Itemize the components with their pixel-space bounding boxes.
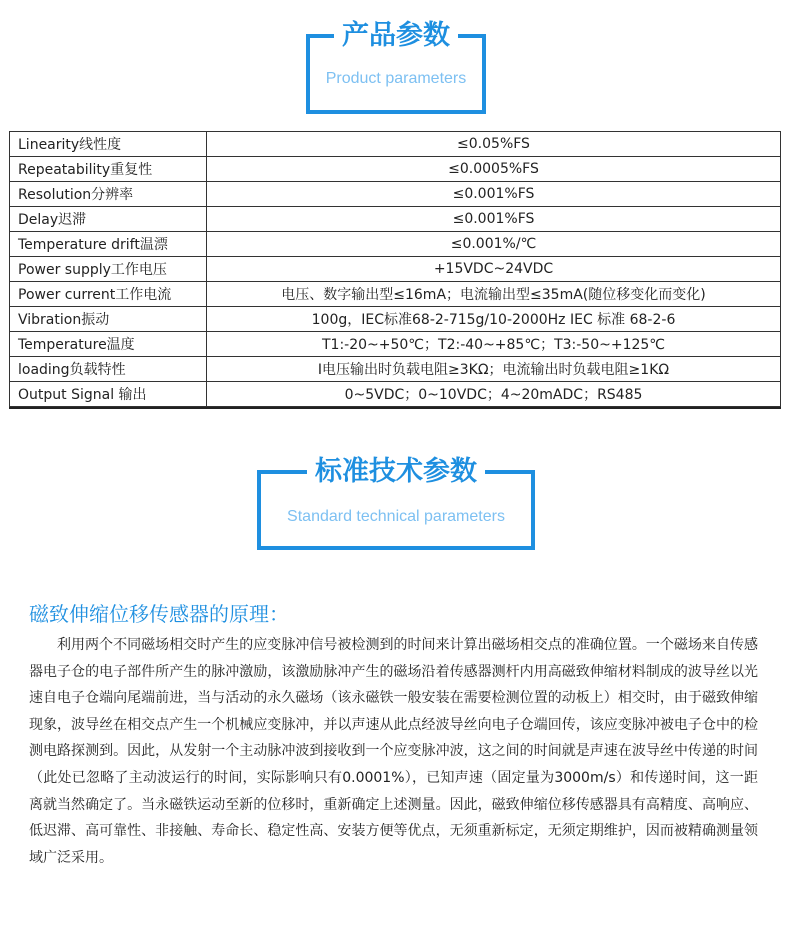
param-value: 100g，IEC标准68-2-715g/10-2000Hz IEC 标准 68-2-6 xyxy=(207,307,781,332)
param-value: 0~5VDC；0~10VDC；4~20mADC；RS485 xyxy=(207,382,781,407)
table-row xyxy=(10,157,781,182)
param-label: Temperature drift温漂 xyxy=(10,232,207,257)
principle-body: 利用两个不同磁场相交时产生的应变脉冲信号被检测到的时间来计算出磁场相交点的准确位置。一个磁场来自传感器电子仓的电子部件所产生的脉冲激励，该激励脉冲产生的磁场沿着传感器测杆内用高磁致伸缩材料制成的波导丝以光速自电子仓端向尾端前进，当与活动的永久磁场（该永磁铁一般安装在需要检测位置的动板上）相交时，由于磁致伸缩现象，波导丝在相交点产生一个机械应变脉冲，并以声速从此点经波导丝向电子仓端回传，该应变脉冲被电子仓中的检测电路探测到。因此，从发射一个主动脉冲波到接收到一个应变脉冲波，这之间的时间就是声速在波导丝中传递的时间（此处已忽略了主动波运行的时间，实际影响只有0.0001%），已知声速（固定量为3000m/s）和传递时间，这一距离就当然确定了。当永磁铁运动至新的位移时，重新确定上述测量。因此，磁致伸缩位移传感器具有高精度、高响应、低迟滞、高可靠性、非接触、寿命长、稳定性高、安装方便等优点，无须重新标定，无须定期维护，因而被精确测量领域广泛采用。 xyxy=(29,637,758,866)
param-value: ≤0.0005%FS xyxy=(207,157,781,182)
standard-technical-parameters-header xyxy=(257,456,535,550)
param-label: Output Signal 输出 xyxy=(10,382,207,407)
param-label: Vibration振动 xyxy=(10,307,207,332)
param-label: Delay迟滞 xyxy=(10,207,207,232)
param-value: +15VDC~24VDC xyxy=(207,257,781,282)
table-row xyxy=(10,357,781,382)
parameters-table xyxy=(9,131,781,407)
table-bottom-rule xyxy=(9,407,781,409)
standard-technical-parameters-title: 标准技术参数 xyxy=(307,452,485,492)
table-row xyxy=(10,332,781,357)
param-label: Power current工作电流 xyxy=(10,282,207,307)
param-value: ≤0.05%FS xyxy=(207,132,781,157)
param-label: Linearity线性度 xyxy=(10,132,207,157)
table-row xyxy=(10,182,781,207)
standard-technical-parameters-subtitle: Standard technical parameters xyxy=(287,508,505,525)
table-row xyxy=(10,257,781,282)
param-label: loading负载特性 xyxy=(10,357,207,382)
table-row xyxy=(10,307,781,332)
param-value: I电压输出时负载电阻≥3KΩ；电流输出时负载电阻≥1KΩ xyxy=(207,357,781,382)
param-value: T1:-20~+50℃；T2:-40~+85℃；T3:-50~+125℃ xyxy=(207,332,781,357)
principle-title: 磁致伸缩位移传感器的原理： xyxy=(29,602,289,626)
product-parameters-subtitle: Product parameters xyxy=(325,70,467,87)
table-row xyxy=(10,382,781,407)
table-row xyxy=(10,232,781,257)
product-parameters-header xyxy=(306,20,486,114)
param-label: Resolution分辨率 xyxy=(10,182,207,207)
param-label: Temperature温度 xyxy=(10,332,207,357)
product-parameters-title: 产品参数 xyxy=(334,16,458,56)
param-value: ≤0.001%FS xyxy=(207,182,781,207)
param-value: 电压、数字输出型≤16mA；电流输出型≤35mA(随位移变化而变化) xyxy=(207,282,781,307)
param-value: ≤0.001%FS xyxy=(207,207,781,232)
table-row xyxy=(10,282,781,307)
param-label: Repeatability重复性 xyxy=(10,157,207,182)
param-value: ≤0.001%/℃ xyxy=(207,232,781,257)
param-label: Power supply工作电压 xyxy=(10,257,207,282)
table-row xyxy=(10,207,781,232)
table-row xyxy=(10,132,781,157)
